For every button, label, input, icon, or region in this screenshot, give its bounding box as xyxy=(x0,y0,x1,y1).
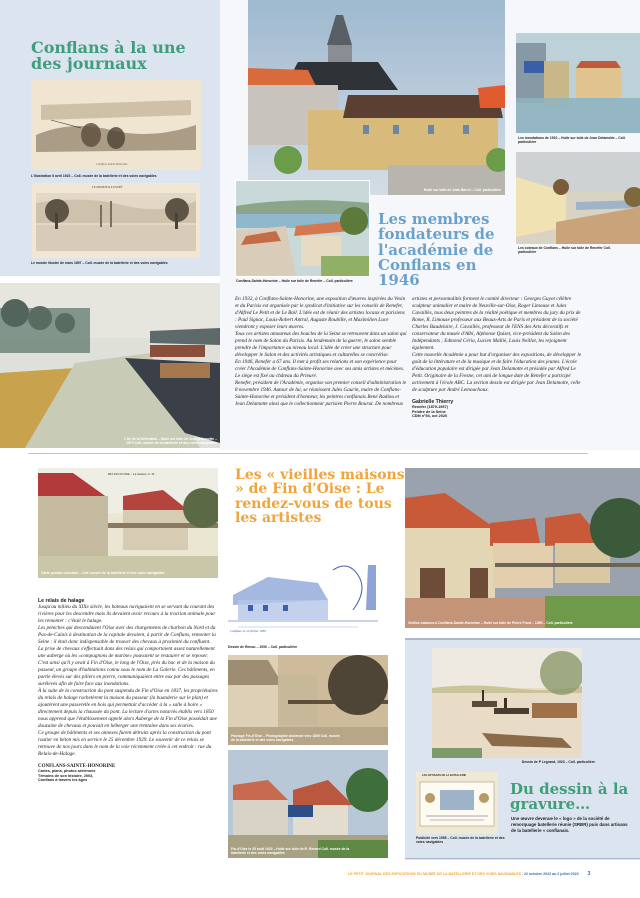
halage-heading: Le relais de halage xyxy=(38,598,85,604)
signature-line: CDM n°94, oct 2020 xyxy=(412,414,448,419)
footer-dates: 22 octobre 2022 au 2 juillet 2023 xyxy=(523,872,579,876)
halage-paragraph: À la suite de la construction du pont suspendu de Fin d'Oise en 1837, les propriétaires du relais de halage rachetèrent la maison du passeur (la buanderie sur le plan) et ajoutèrent une passerelle en bois qui permettait d'accéder à la « salle à boire » directement depuis la chaussée du pont. La lecture d'actes notariés établis vers 1850 nous apprend que l'établissement appelé alors Auberge de la Fin d'Oise possédait une douzaine de chevaux et pouvait en héberger une trentaine dans ses écuries. xyxy=(38,688,218,729)
academy-paragraph: Cette nouvelle Académie a pour but d'organiser des expositions, de développer le goût de la littérature et de la musique et de faire l'éducation des jeunes. L'école d'éducation populaire est dirigée par Jean Delamotte et présidée par Alfred Le Petit. Originaire de la Fresne, cet ami de longue date de Renefer a participé activement à l'école ABC. La section dessin est dirigée par Jean Delamotte, celle de sculpture par André Lemouchoux. xyxy=(412,352,582,393)
halage-article xyxy=(38,598,222,783)
flooded-street-caption: Les inondations de 1910 – Huile sur toile de Jean Delamotte – Coll. particulière xyxy=(518,136,626,145)
halage-paragraph: C'est ainsi qu'il y avait à Fin d'Oise, le long de l'Oise, près du bac et de la maison du passeur, un groupe d'habitations connu sous le nom de La Galerie. Ces bâtiments, en partie élevés sur des piliers en pierre, communiquaient entre eux par des passages surélevés afin de faire face aux inondations. xyxy=(38,660,215,687)
engraving-flood-image xyxy=(32,183,200,258)
page-number: 3 xyxy=(587,871,591,877)
academy-paragraph: Renefer, président de l'Académie, organise son premier conseil d'administration le 8 novembre 1946. Autour de lui, se réunissent Jules Gaurin, maire de Conflans-Sainte-Honorine et président d'honneur, les peintres conflanais René Radiou et Jean Delamotte ainsi que le collectionneur parisien Pierre Bourut. De nombreux xyxy=(235,380,407,407)
blue-sketch-drawing xyxy=(228,555,378,640)
fin-doise-houses-drawing xyxy=(228,750,388,858)
old-photo-caption: Passage Fin-d'Oise – Photographie ancienne vers 1890 Coll. musée de la batellerie et des voies navigables xyxy=(231,733,340,742)
barges-caption: L'Ile de la Dérivation – Huile sur toile de Jean Delamotte – 1970 Coll. musée de la batellerie et des voies navigables xyxy=(124,436,217,445)
old-photo-galerie-image xyxy=(228,655,388,745)
church-village-painting xyxy=(248,0,505,195)
wall-road-drawing xyxy=(516,152,640,244)
church-village-caption: Huile sur toile de Jean Barrel – Coll. particulière xyxy=(423,187,501,192)
vieilles-maisons-title: Les « vieilles maisons » de Fin d'Oise : Le rendez-vous de tous les artistes xyxy=(235,467,405,526)
engraving-masthead: LE MONDE ILLUSTRÉ xyxy=(92,185,123,189)
advertisement-drawing xyxy=(416,772,498,834)
postcard-drawing xyxy=(38,468,218,578)
flooded-street-drawing xyxy=(516,33,640,133)
etching-drawing xyxy=(31,80,201,170)
tugboat-drawing-image xyxy=(432,648,582,758)
academy-column-2 xyxy=(412,296,582,419)
academy-paragraph: artistes et personnalités forment le comité directeur : Georges Guyot célèbre sculpteur animalier et maire de Neuville-sur-Oise, Roger Limouse et Jules Cavaillès, tous deux peintres de la réalité poétique et membres du jury du prix de Rome, R. Limouse professeur aux Beaux-Arts de Paris et président de la société Charles Baudelaire, J. Cavaillès, professeur de l'ENS des Arts décoratifs et conservateur du musée d'Albi, Alphonse Quizet, vice-président du Salon des Indépendants ; Edmond Céria, Lucien Mallié, Louis Neillot, les rejoignent également. xyxy=(412,296,581,351)
engraving-drawing xyxy=(32,183,200,258)
footer-separator: | xyxy=(522,872,523,876)
river-village-drawing xyxy=(236,181,369,276)
signature-line: Peintre de la Seine xyxy=(412,409,446,414)
fin-doise-houses-image xyxy=(228,750,388,858)
source-line: Cartes, plans, photos aériennes xyxy=(38,769,96,773)
halage-paragraph: Ce groupe de bâtiments et ses annexes furent détruits après la construction du pont routier en béton mis en service le 25 décembre 1929. Le souvenir de ce relais se retrouve de nos jours dans le nom de la voie récemment créée à cet endroit : rue du Relais-de-Halage. xyxy=(38,730,212,757)
advertisement-caption: Publicité vers 1955 – Coll. musée de la batellerie et des voies navigables xyxy=(416,836,505,845)
source-line: Témoins de son histoire, 2003, xyxy=(38,773,94,778)
etching-inner-caption: Conflans Sainte-Honorine xyxy=(96,162,128,166)
postcard-header: 864 FIN-D'OISE – La Galerie. F. M. xyxy=(108,472,155,476)
academy-column-1 xyxy=(235,296,407,408)
church-village-drawing xyxy=(248,0,505,195)
barges-painting xyxy=(0,283,220,448)
advertisement-image xyxy=(416,772,498,834)
academy-paragraph: En 1932, à Conflans-Sainte-Honorine, une exposition d'œuvres inspirées du Vexin et du Parisis est organisée par le syndicat d'initiative sur les conseils de Renefer, d'Alfred Le Petit et de Le Bail. L'idée est de réunir des artistes locaux et parisiens : Paul Signac, Louis-Robert Antral, Auguste Roubille, et Maximilien Luce viendront y exposer leurs œuvres. xyxy=(235,296,406,330)
engraving-caption: Le monde illustré de mars 1897 – Coll. musée de la batellerie et des voies navigables xyxy=(31,261,168,265)
signature-line: Renefer (1879-1957) xyxy=(412,405,448,409)
postcard-caption: Carte postale colorisée – Coll. musée de la batellerie et des voies navigables xyxy=(41,570,165,575)
source-title: CONFLANS-SAINTE-HONORINE xyxy=(38,764,116,769)
fin-doise-houses-caption: Fin-d'Oise le 25 août 1923 – Huile sur toile de R. Renard Coll. musée de la batellerie et des voies navigables xyxy=(231,846,350,855)
ad-header: LES ARTISANS DE LA BATELLERIE xyxy=(422,774,467,777)
source-block xyxy=(38,764,222,783)
postcard-fin-doise-image xyxy=(38,468,218,578)
etching-fishermen-image xyxy=(31,80,201,170)
blue-sketch-image xyxy=(228,555,378,640)
halage-paragraph: Jusqu'au milieu du XIXe siècle, les bateaux naviguaient en se servant du courant des rivières pour les descendre mais ils devaient avoir recours à la traction animale pour les remonter : c'était le halage. xyxy=(38,604,216,624)
wall-road-caption: Les coteaux de Conflans – Huile sur toile de Renefer Coll. particulière xyxy=(518,246,611,255)
academy-title: Les membres fondateurs de l'académie de Conflans en 1946 xyxy=(378,210,495,290)
barges-drawing xyxy=(0,283,220,448)
river-village-caption: Conflans-Sainte-Honorine – Huile sur toile de Renefer – Coll. particulière xyxy=(236,279,353,283)
signature-block xyxy=(412,399,582,419)
halage-paragraph: La prise de chevaux s'effectuait dans des relais qui comportaient assez naturellement une auberge où les «compagnons de marine» pouvaient se restaurer et se reposer. xyxy=(38,646,215,659)
signature-name: Gabrielle Thierry xyxy=(412,399,454,405)
gravure-title: Du dessin à la gravure… xyxy=(510,780,629,814)
academy-paragraph: Tous ces artistes amoureux des boucles de la Seine se retrouvent dans un salon qui prend le nom de Salon du Parisis. Au lendemain de la guerre, le salon semble prendre de l'importance au niveau local. L'idée de créer une structure pour développer le Salon et des activités artistiques et culturelles se concrétise. xyxy=(235,331,407,358)
old-photo-drawing xyxy=(228,655,388,745)
source-line: Conflans à travers les âges xyxy=(38,778,88,783)
academy-paragraph: En 1946, Renefer a 67 ans. Il met à profit ses relations et son expérience pour créer l'Académie de Conflans-Sainte-Honorine avec ses amis artistes et mécènes. Le siège est fixé au château du Prieuré. xyxy=(235,359,405,379)
river-village-painting xyxy=(235,180,370,277)
wall-road-painting xyxy=(516,152,640,244)
tugboat-drawing-svg xyxy=(432,648,582,758)
footer-journal-title: LE PETIT JOURNAL DES EXPOSITIONS DU MUSÉE DE LA BATELLERIE ET DES VOIES NAVIGABLES xyxy=(348,872,521,876)
blue-sketch-caption: Dessin de Renou – 1930 – Coll. particulière xyxy=(228,645,298,649)
page-footer xyxy=(348,871,638,877)
gravure-text: Une œuvre devenue le « logo » de la société de remorquage batellerie réunie (SRBR) puis dans artisans de la batellerie « conflanais. xyxy=(511,816,628,833)
vieilles-maisons-drawing xyxy=(405,468,640,628)
section-divider xyxy=(28,453,588,454)
flooded-street-painting xyxy=(516,33,640,133)
sketch-signature: Conflans, le 12 février 1930 xyxy=(230,629,266,633)
vieilles-maisons-painting xyxy=(405,468,640,628)
etching-caption: L'Illustration 6 avril 1923 – Coll. musée de la batellerie et des voies navigables xyxy=(31,174,157,178)
vieilles-maisons-caption: Vieilles maisons à Conflans-Sainte-Honorine – Huile sur toile de Pierre Prost – 1890 – Coll. particulière xyxy=(408,620,573,625)
bottom-divider xyxy=(405,858,640,859)
tugboat-caption: Dessin de P Legrand, 1923 – Coll. particulière xyxy=(521,760,595,764)
journals-title: Conflans à la une des journaux xyxy=(31,38,186,74)
halage-paragraph: Les péniches qui descendaient l'Oise avec des chargements de charbon du Nord et du Pas-de-Calais à destination de la capitale devaient, à partir de Conflans, remonter la Seine : il était donc indispensable de trouver des chevaux à proximité du confluent. xyxy=(38,625,216,645)
